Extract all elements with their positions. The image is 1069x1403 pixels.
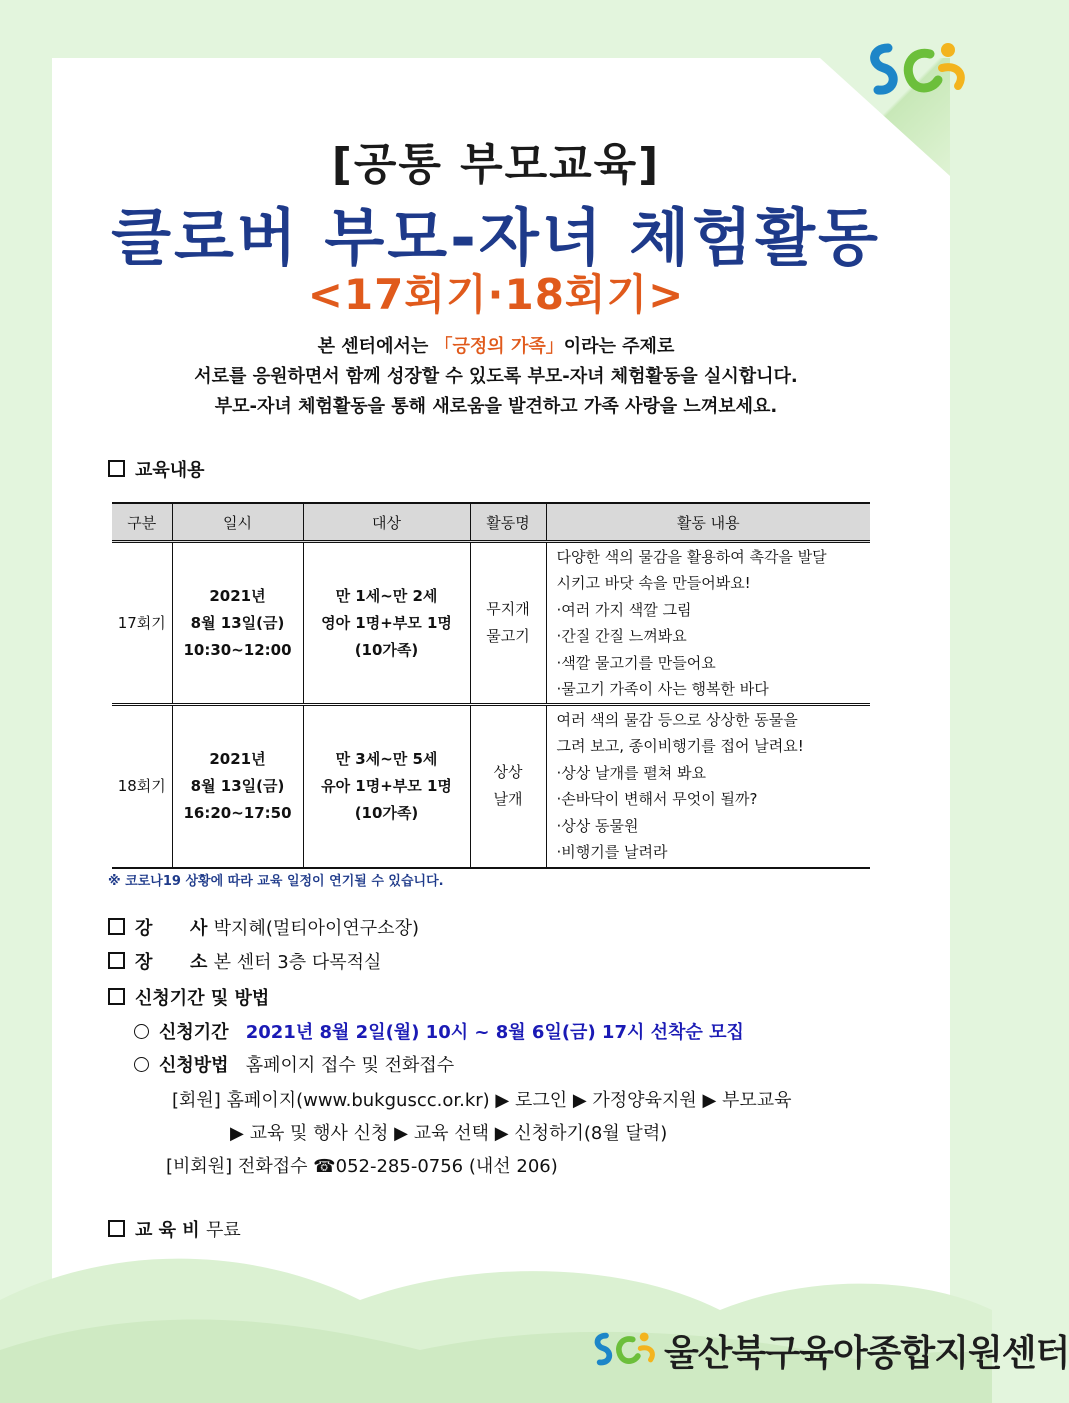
- instructor-label: 강 사: [135, 918, 208, 939]
- checkbox-icon: [108, 1220, 125, 1237]
- apply-period-label: 신청기간: [159, 1022, 229, 1043]
- header-date: 일시: [172, 503, 303, 542]
- fee-value: 무료: [205, 1220, 241, 1241]
- nonmember-line: [비회원] 전화접수 ☎052-285-0756 (내선 206): [166, 1156, 558, 1177]
- content-line: ·여러 가지 색깔 그림: [556, 600, 692, 619]
- target-age: 만 1세~만 2세: [335, 586, 438, 605]
- checkbox-icon: [108, 952, 125, 969]
- section-content-label: 교육내용: [135, 460, 205, 481]
- date-year: 2021년: [209, 749, 266, 768]
- section-content-heading: [108, 456, 205, 482]
- intro-line-1-after: 이라는 주제로: [563, 336, 675, 357]
- activity-name-1: 상상: [493, 763, 523, 782]
- header-target: 대상: [303, 503, 470, 542]
- cell-activity: [470, 705, 546, 868]
- content-line: ·상상 날개를 펼쳐 봐요: [556, 763, 706, 782]
- apply-method-line: [134, 1051, 454, 1077]
- header-activity: 활동명: [470, 503, 546, 542]
- intro-line-2: 서로를 응원하면서 함께 성장할 수 있도록 부모-자녀 체험활동을 실시합니다.: [194, 366, 798, 387]
- activity-name-2: 물고기: [486, 627, 530, 645]
- intro-line-3: 부모-자녀 체험활동을 통해 새로움을 발견하고 가족 사랑을 느껴보세요.: [214, 396, 778, 417]
- cell-content: [546, 542, 870, 705]
- organization-name: 울산북구육아종합지원센터: [664, 1333, 1069, 1374]
- content-line: ·간질 간질 느껴봐요: [556, 627, 687, 645]
- date-year: 2021년: [209, 586, 266, 605]
- intro-line-1: [0, 332, 992, 362]
- title-sub: <17회기·18회기>: [307, 270, 685, 319]
- apply-method-value: 홈페이지 접수 및 전화접수: [245, 1055, 455, 1076]
- checkbox-icon: [108, 988, 125, 1005]
- member-steps-line-1: [회원] 홈페이지(www.bukguscc.or.kr) ▶ 로그인 ▶ 가정양육지원 ▶ 부모교육: [172, 1090, 792, 1111]
- apply-heading: [108, 984, 269, 1010]
- cell-date: [172, 542, 303, 705]
- header-content: 활동 내용: [546, 503, 870, 542]
- cell-activity: [470, 542, 546, 705]
- date-time: 10:30~12:00: [183, 640, 292, 659]
- content-line: ·손바닥이 변해서 무엇이 될까?: [556, 790, 758, 809]
- title-small: [공통 부모교육]: [331, 139, 661, 190]
- circle-bullet-icon: [134, 1057, 149, 1072]
- title-main: 클로버 부모-자녀 체험활동: [111, 201, 881, 274]
- covid-note: ※ 코로나19 상황에 따라 교육 일정이 연기될 수 있습니다.: [108, 874, 444, 889]
- header-session: 구분: [112, 503, 172, 542]
- target-age: 만 3세~만 5세: [335, 749, 438, 768]
- instructor-line: [108, 914, 419, 940]
- date-day: 8월 13일(금): [190, 776, 285, 795]
- content-line: ·상상 동물원: [556, 816, 639, 835]
- cell-date: [172, 705, 303, 868]
- table-row: [112, 705, 870, 868]
- target-families: (10가족): [354, 803, 419, 822]
- fee-label: 교 육 비: [135, 1220, 200, 1241]
- logo-icon: [592, 1318, 662, 1380]
- intro-highlight: 「긍정의 가족」: [434, 336, 564, 357]
- cell-target: [303, 705, 470, 868]
- logo-icon: [866, 34, 976, 104]
- date-time: 16:20~17:50: [183, 803, 292, 822]
- content-line: 그려 보고, 종이비행기를 접어 날려요!: [556, 737, 804, 756]
- checkbox-icon: [108, 460, 125, 477]
- member-steps-line-2: ▶ 교육 및 행사 신청 ▶ 교육 선택 ▶ 신청하기(8월 달력): [230, 1123, 668, 1144]
- cell-session: 17회기: [112, 542, 172, 705]
- cell-target: [303, 542, 470, 705]
- target-people: 영아 1명+부모 1명: [321, 613, 452, 632]
- target-families: (10가족): [354, 640, 419, 659]
- content-line: ·물고기 가족이 사는 행복한 바다: [556, 680, 769, 698]
- activity-name-1: 무지개: [486, 600, 530, 618]
- apply-period-line: [134, 1018, 744, 1044]
- content-line: ·색깔 물고기를 만들어요: [556, 653, 716, 672]
- apply-label: 신청기간 및 방법: [135, 988, 270, 1009]
- intro-line-1-before: 본 센터에서는: [317, 336, 435, 357]
- bottom-hills: [0, 1240, 992, 1403]
- apply-method-label: 신청방법: [159, 1055, 229, 1076]
- place-line: [108, 948, 381, 974]
- cell-content: [546, 705, 870, 868]
- cell-session: 18회기: [112, 705, 172, 868]
- checkbox-icon: [108, 918, 125, 935]
- fee-line: [108, 1216, 241, 1242]
- table-header-row: [112, 503, 870, 542]
- activity-name-2: 날개: [493, 790, 523, 809]
- date-day: 8월 13일(금): [190, 613, 285, 632]
- circle-bullet-icon: [134, 1024, 149, 1039]
- target-people: 유아 1명+부모 1명: [321, 776, 452, 795]
- instructor-value: 박지혜(멀티아이연구소장): [213, 918, 419, 939]
- content-line: 다양한 색의 물감을 활용하여 촉각을 발달: [556, 547, 827, 566]
- content-line: 시키고 바닷 속을 만들어봐요!: [556, 574, 751, 592]
- intro-text: [0, 332, 992, 422]
- place-value: 본 센터 3층 다목적실: [213, 952, 382, 973]
- schedule-table: [112, 502, 870, 869]
- content-line: ·비행기를 날려라: [556, 843, 668, 862]
- content-line: 여러 색의 물감 등으로 상상한 동물을: [556, 710, 798, 729]
- place-label: 장 소: [135, 952, 208, 973]
- table-row: [112, 542, 870, 705]
- apply-period-value: 2021년 8월 2일(월) 10시 ~ 8월 6일(금) 17시 선착순 모집: [245, 1022, 744, 1043]
